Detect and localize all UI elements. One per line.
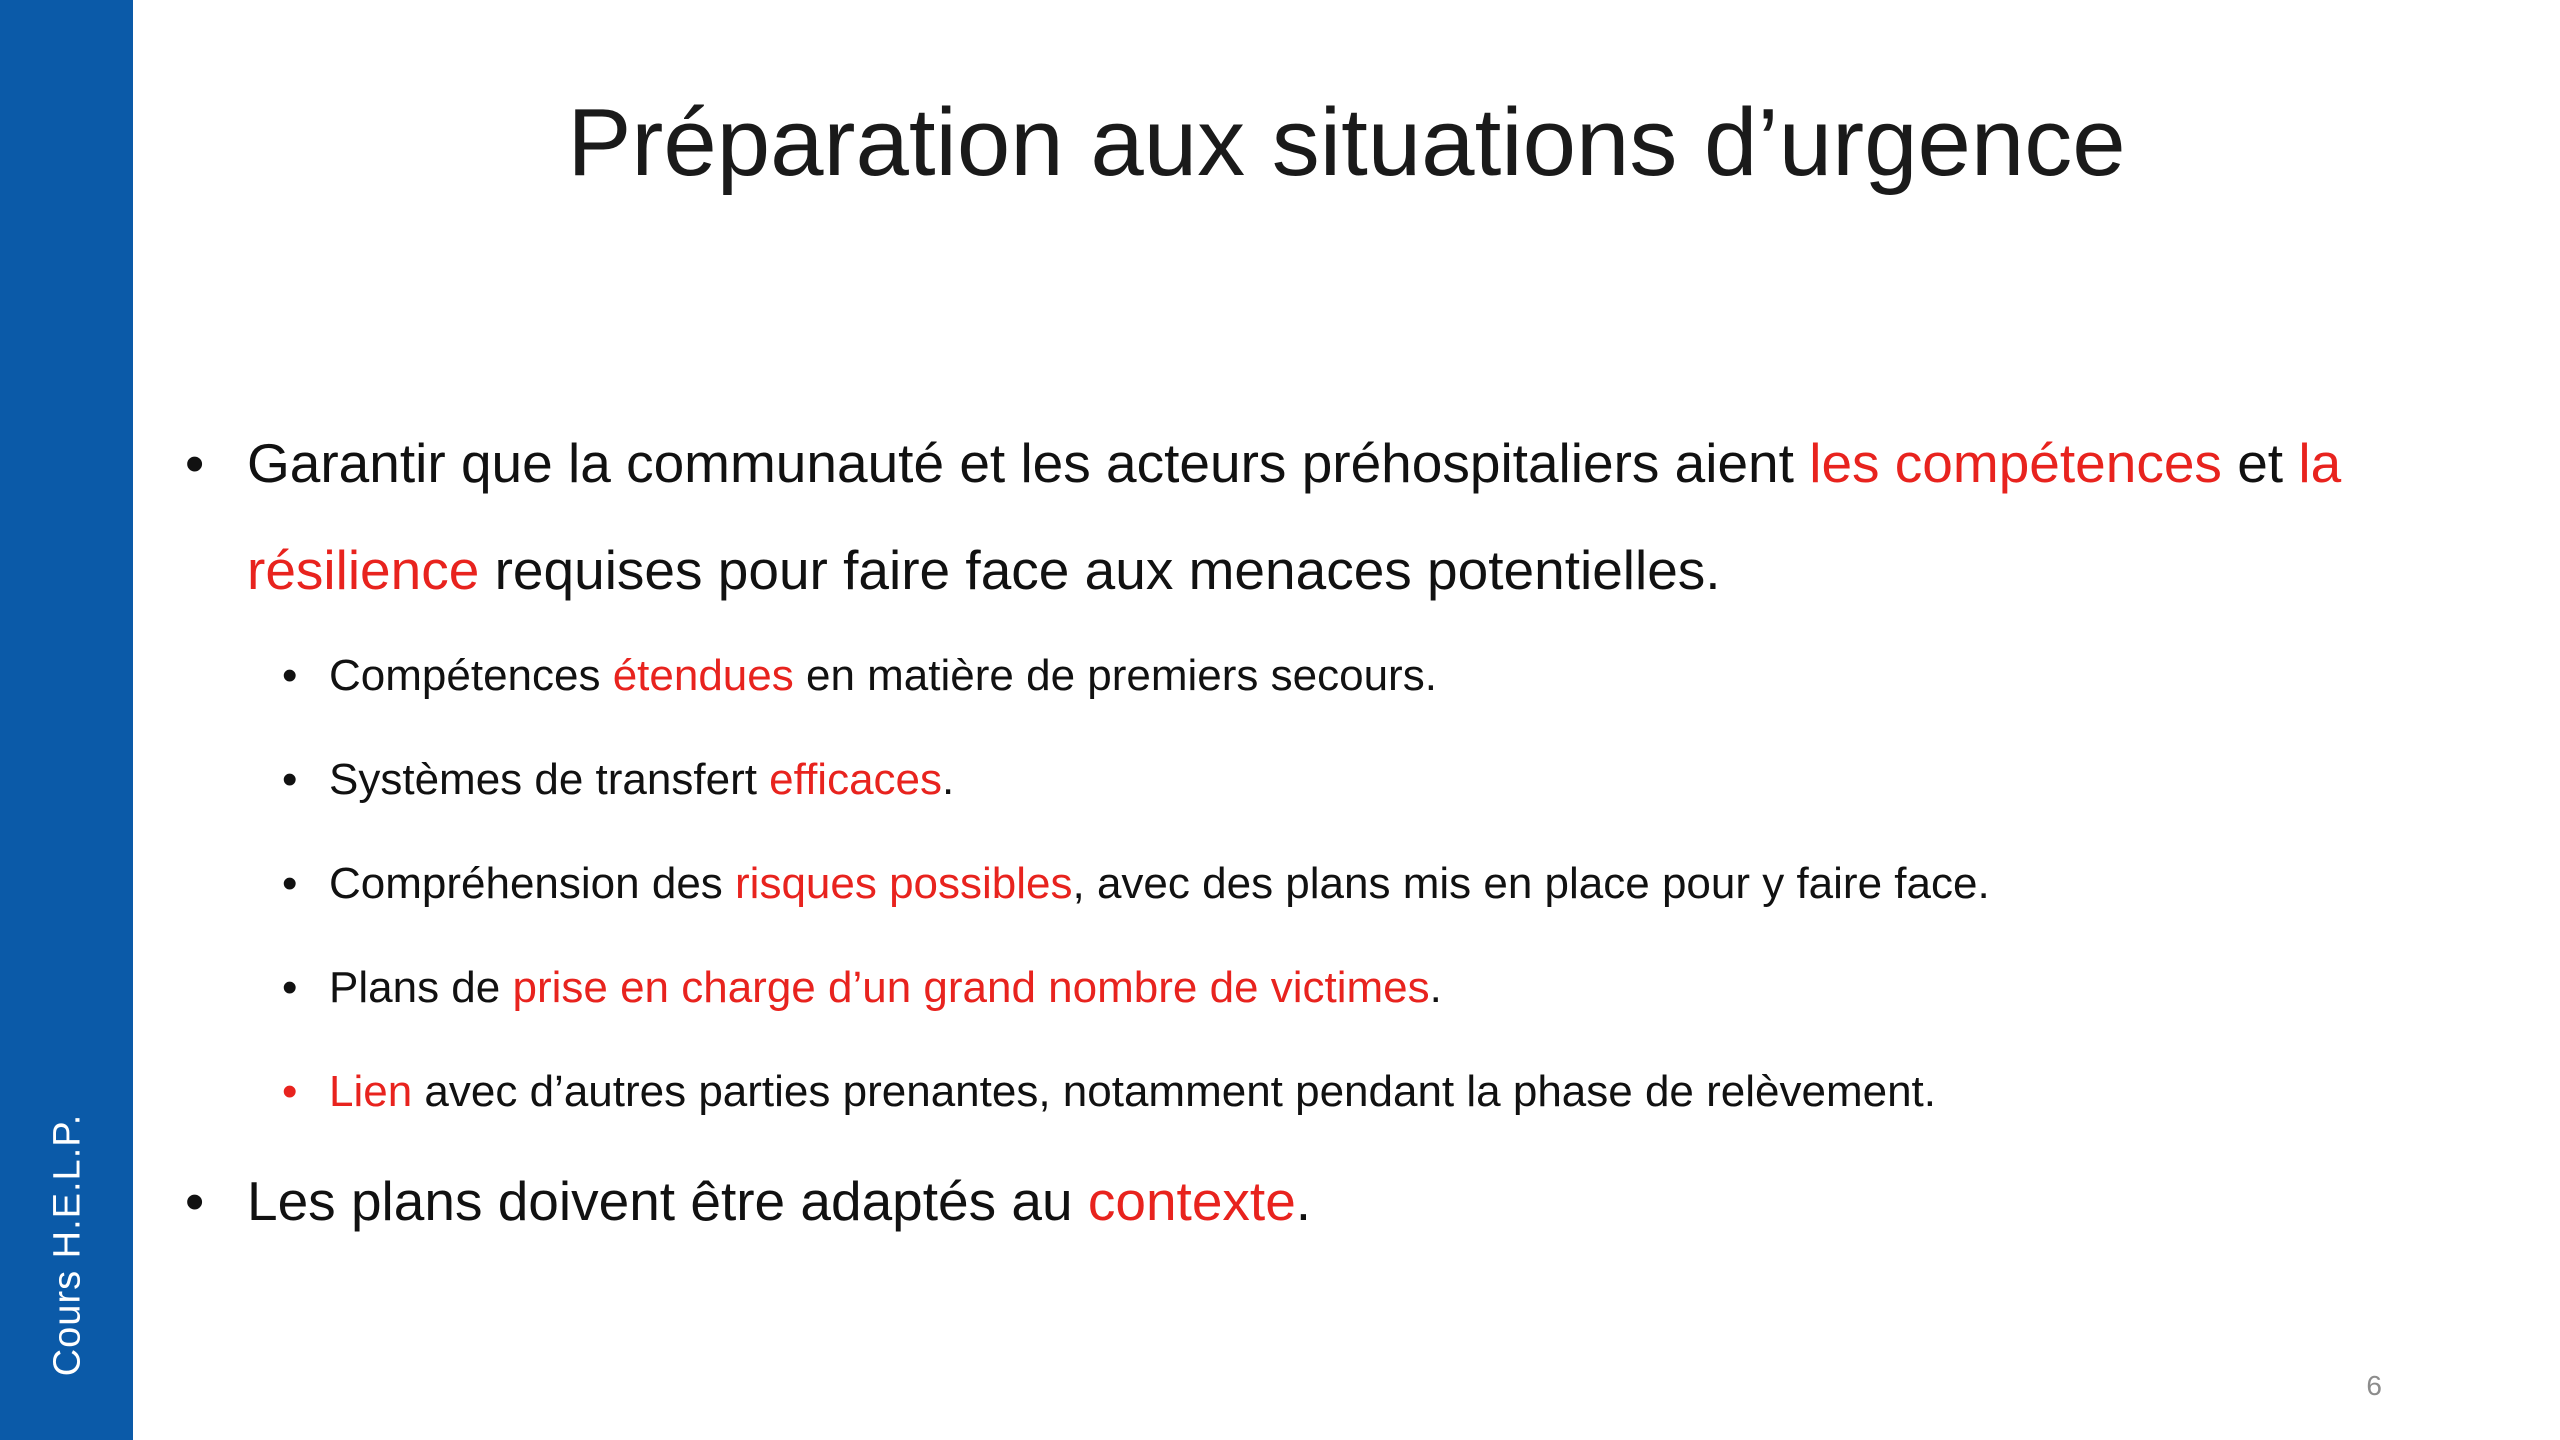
sub-bullet-text: . — [1429, 963, 1442, 1012]
highlight-resilience: la résilience — [247, 432, 2342, 601]
highlight-victimes: prise en charge d’un grand nombre de victimes — [512, 963, 1430, 1012]
sub-bullet-text: en matière de premiers secours. — [793, 651, 1437, 700]
sub-bullet-risks — [282, 832, 2415, 936]
highlight-contexte: contexte — [1087, 1170, 1296, 1232]
sub-bullet-text: avec d’autres parties prenantes, notamment pendant la phase de relèvement. — [412, 1067, 1937, 1116]
sub-bullet-text: Plans de — [329, 963, 513, 1012]
sub-bullet-list — [185, 624, 2415, 1144]
highlight-competences: les compétences — [1809, 432, 2222, 494]
page-number: 6 — [2366, 1370, 2382, 1401]
bullet-text: et — [2221, 432, 2299, 494]
sub-bullet-mass-casualty — [282, 936, 2415, 1040]
bullet-main-competences — [185, 410, 2415, 624]
bullet-text: Les plans doivent être adaptés au — [247, 1170, 1088, 1232]
highlight-risques: risques possibles — [735, 859, 1073, 908]
highlight-lien: Lien — [329, 1067, 413, 1116]
highlight-efficaces: efficaces — [769, 755, 943, 804]
highlight-etendues: étendues — [612, 651, 794, 700]
sub-bullet-text: Systèmes de transfert — [329, 755, 770, 804]
bullet-text: requises pour faire face aux menaces potentielles. — [479, 539, 1721, 601]
sub-bullet-first-aid — [282, 624, 2415, 728]
sub-bullet-text: Compréhension des — [329, 859, 736, 908]
bullet-text: . — [1295, 1170, 1312, 1232]
sidebar-course-label: Cours H.E.L.P. — [46, 1113, 89, 1377]
bullet-text: Garantir que la communauté et les acteurs préhospitaliers aient — [247, 432, 1810, 494]
sub-bullet-transfer — [282, 728, 2415, 832]
sub-bullet-text: Compétences — [329, 651, 613, 700]
bullet-main-context — [185, 1148, 2415, 1255]
sub-bullet-text: . — [942, 755, 955, 804]
sidebar-band — [0, 0, 133, 1440]
slide-title: Préparation aux situations d’urgence — [567, 89, 2126, 196]
slide-content — [185, 410, 2415, 1255]
sub-bullet-stakeholders — [282, 1040, 2415, 1144]
sub-bullet-text: , avec des plans mis en place pour y faire face. — [1072, 859, 1990, 908]
